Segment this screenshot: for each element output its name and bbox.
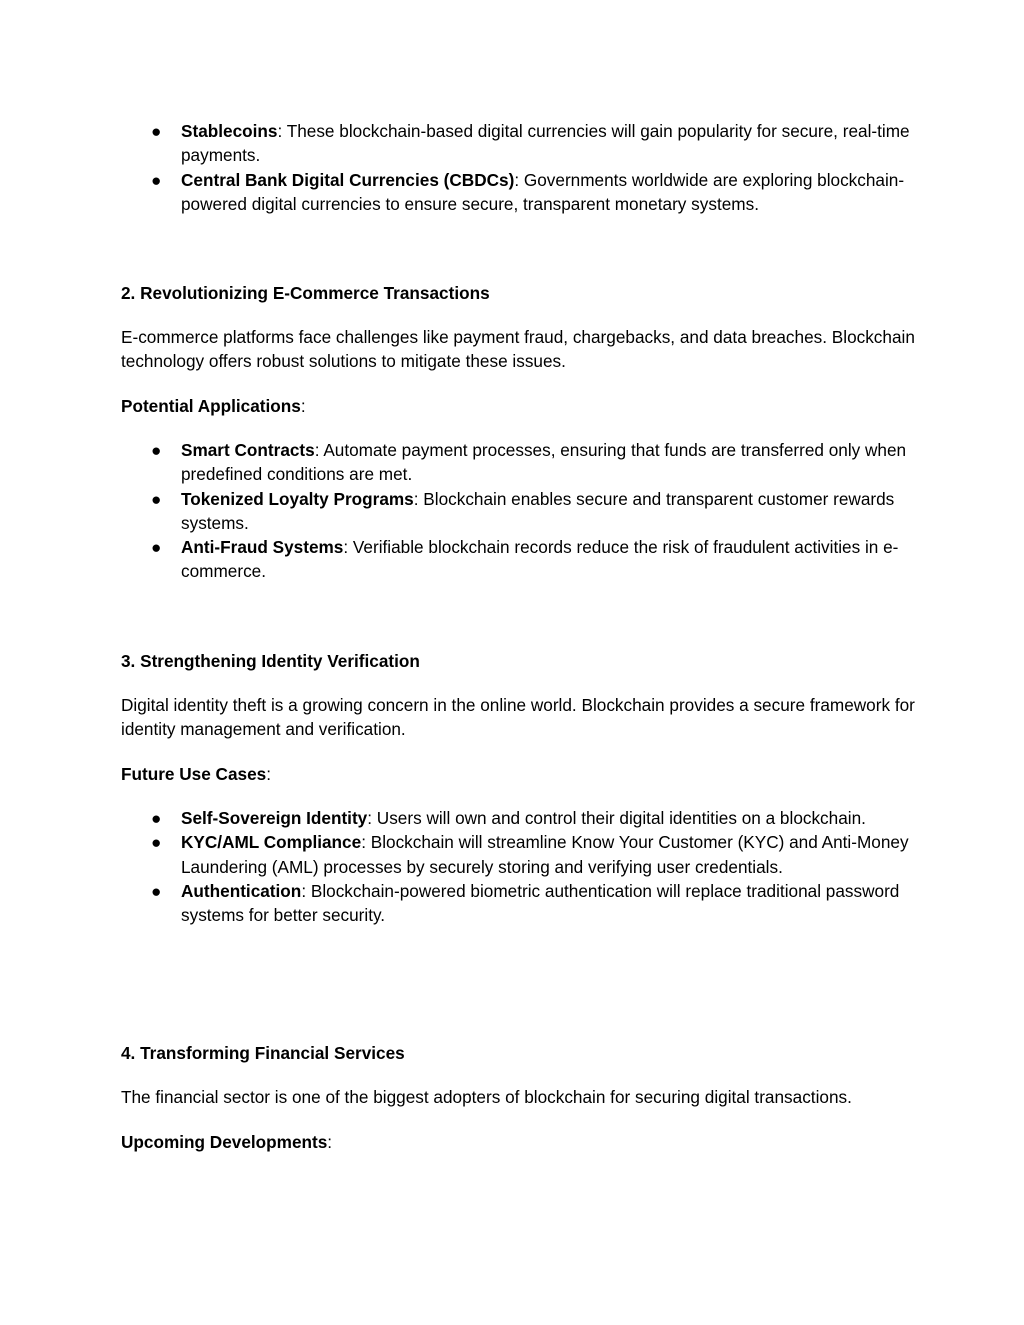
- list-item-term: Central Bank Digital Currencies (CBDCs): [181, 169, 515, 190]
- use-cases-bullet-list: [121, 806, 921, 927]
- list-item-text: : Automate payment processes, ensuring that funds are transferred only when predefined conditions are met.: [181, 440, 907, 485]
- section-heading: 3. Strengthening Identity Verification: [121, 651, 420, 671]
- bullet-icon: ●: [151, 169, 162, 190]
- section-intro: Digital identity theft is a growing concern in the online world. Blockchain provides a secure framework for identity management and verification.: [121, 695, 915, 740]
- bullet-icon: ●: [151, 832, 162, 853]
- currency-bullet-list: [121, 119, 921, 216]
- list-item: [121, 438, 921, 487]
- list-item-term: Anti-Fraud Systems: [181, 537, 344, 558]
- list-item: [121, 119, 921, 168]
- list-item-term: Smart Contracts: [181, 440, 315, 460]
- bullet-icon: ●: [151, 488, 162, 509]
- list-item-text: : These blockchain-based digital currencies will gain popularity for secure, real-time payments.: [181, 121, 910, 166]
- bullet-icon: ●: [151, 880, 162, 901]
- bullet-icon: ●: [151, 808, 162, 828]
- subheading-suffix: :: [327, 1132, 333, 1152]
- list-item: [121, 830, 921, 879]
- list-item-text: : Governments worldwide are exploring blockchain-powered digital currencies to ensure secure, transparent monetary systems.: [181, 169, 905, 214]
- subheading: [121, 394, 921, 418]
- list-item-term: Self-Sovereign Identity: [181, 808, 368, 828]
- list-item: [121, 806, 921, 830]
- section-intro: The financial sector is one of the biggest adopters of blockchain for securing digital transactions.: [121, 1087, 852, 1107]
- list-item: [121, 487, 921, 536]
- applications-bullet-list: [121, 438, 921, 584]
- list-item: [121, 879, 921, 928]
- list-item-text: : Blockchain will streamline Know Your Customer (KYC) and Anti-Money Laundering (AML) processes by securely storing and verifying user credentials.: [181, 832, 909, 877]
- subheading-suffix: :: [266, 764, 271, 784]
- subheading-label: Upcoming Developments: [121, 1132, 328, 1152]
- subheading-suffix: :: [300, 396, 306, 416]
- list-item-term: Tokenized Loyalty Programs: [181, 488, 414, 509]
- list-item-term: Authentication: [181, 880, 302, 901]
- list-item-term: KYC/AML Compliance: [181, 832, 362, 853]
- subheading: [121, 1130, 921, 1154]
- list-item: [121, 168, 921, 217]
- bullet-icon: ●: [151, 121, 162, 141]
- list-item-text: : Verifiable blockchain records reduce the risk of fraudulent activities in e-commerce.: [181, 537, 899, 582]
- bullet-icon: ●: [151, 440, 162, 460]
- section-heading: 2. Revolutionizing E-Commerce Transactions: [121, 283, 490, 303]
- list-item-text: : Users will own and control their digital identities on a blockchain.: [367, 808, 866, 828]
- subheading: [121, 762, 921, 786]
- subheading-label: Potential Applications: [121, 396, 301, 416]
- section-heading: 4. Transforming Financial Services: [121, 1043, 405, 1063]
- subheading-label: Future Use Cases: [121, 764, 267, 784]
- list-item-text: : Blockchain enables secure and transparent customer rewards systems.: [181, 488, 895, 533]
- list-item: [121, 535, 921, 584]
- list-item-text: : Blockchain-powered biometric authentication will replace traditional password systems for better security.: [181, 880, 900, 926]
- list-item-term: Stablecoins: [181, 121, 278, 141]
- bullet-icon: ●: [151, 537, 162, 558]
- section-intro: E-commerce platforms face challenges like payment fraud, chargebacks, and data breaches. Blockchain technology offers robust solutions to mitigate these issues.: [121, 327, 915, 372]
